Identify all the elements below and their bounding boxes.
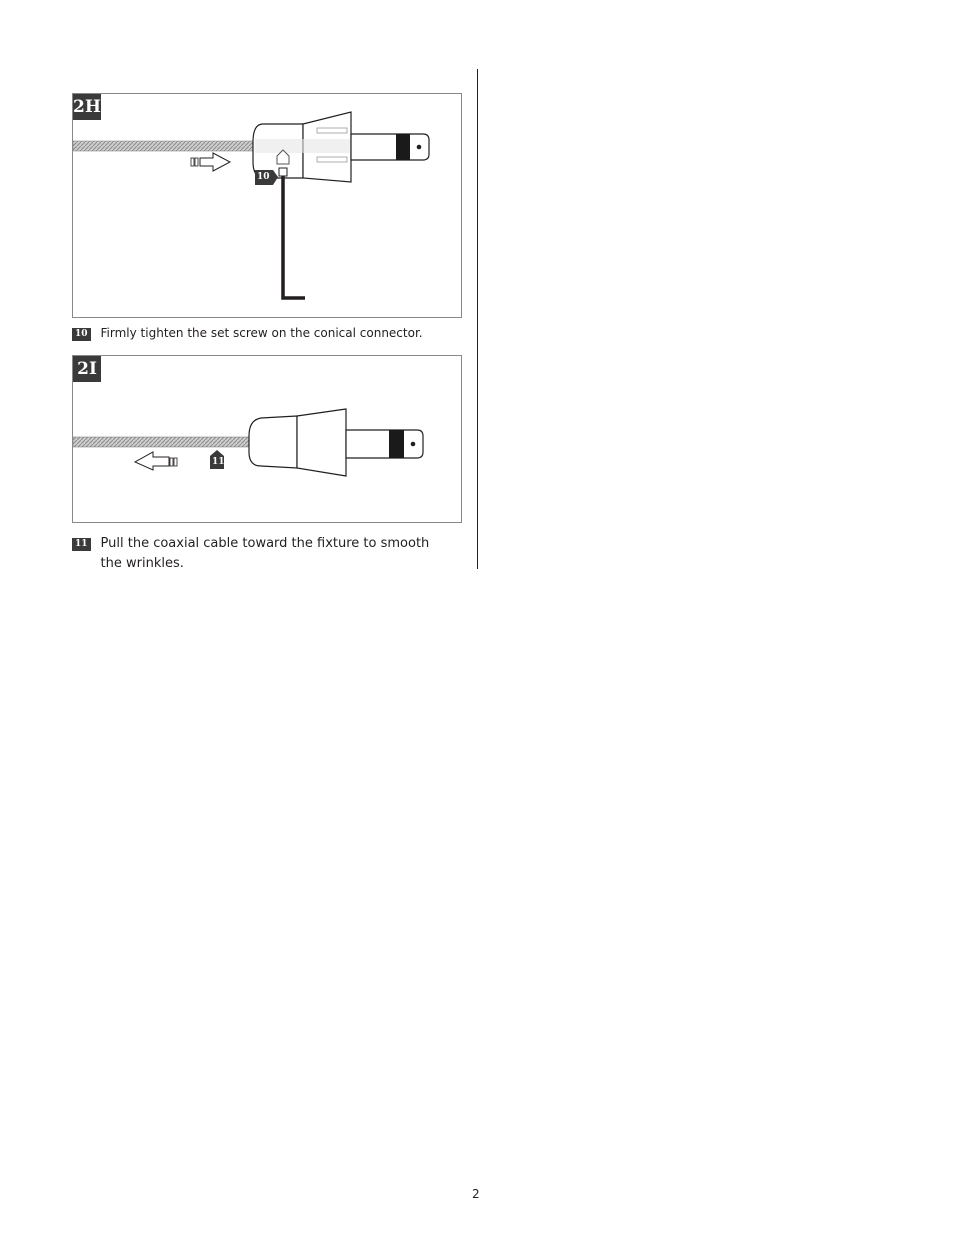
figure-label: 2I — [73, 356, 103, 384]
conical-connector — [297, 409, 346, 476]
connector-cap — [249, 416, 297, 468]
coaxial-cable — [73, 437, 253, 447]
step-10 — [72, 323, 423, 343]
figure-2h-illustration — [73, 94, 461, 317]
hex-key — [283, 174, 305, 298]
pull-arrow-icon — [135, 452, 177, 470]
coaxial-cable — [73, 141, 259, 151]
step-text: Firmly tighten the set screw on the conical connector. — [100, 326, 423, 340]
callout-11-text: 11 — [212, 457, 225, 467]
figure-label: 2H — [73, 94, 103, 122]
step-number-badge: 10 — [72, 328, 91, 341]
figure-2h — [72, 93, 462, 318]
page-number: 2 — [472, 1187, 480, 1201]
callout-10-text: 10 — [257, 172, 270, 182]
push-arrow-icon — [191, 153, 230, 171]
figure-2i-illustration — [73, 356, 461, 522]
step-text: Pull the coaxial cable toward the fixture to smooth the wrinkles. — [100, 536, 430, 571]
step-11 — [72, 534, 452, 574]
column-divider — [477, 69, 478, 569]
step-number-badge: 11 — [72, 538, 91, 551]
figure-2i — [72, 355, 462, 523]
